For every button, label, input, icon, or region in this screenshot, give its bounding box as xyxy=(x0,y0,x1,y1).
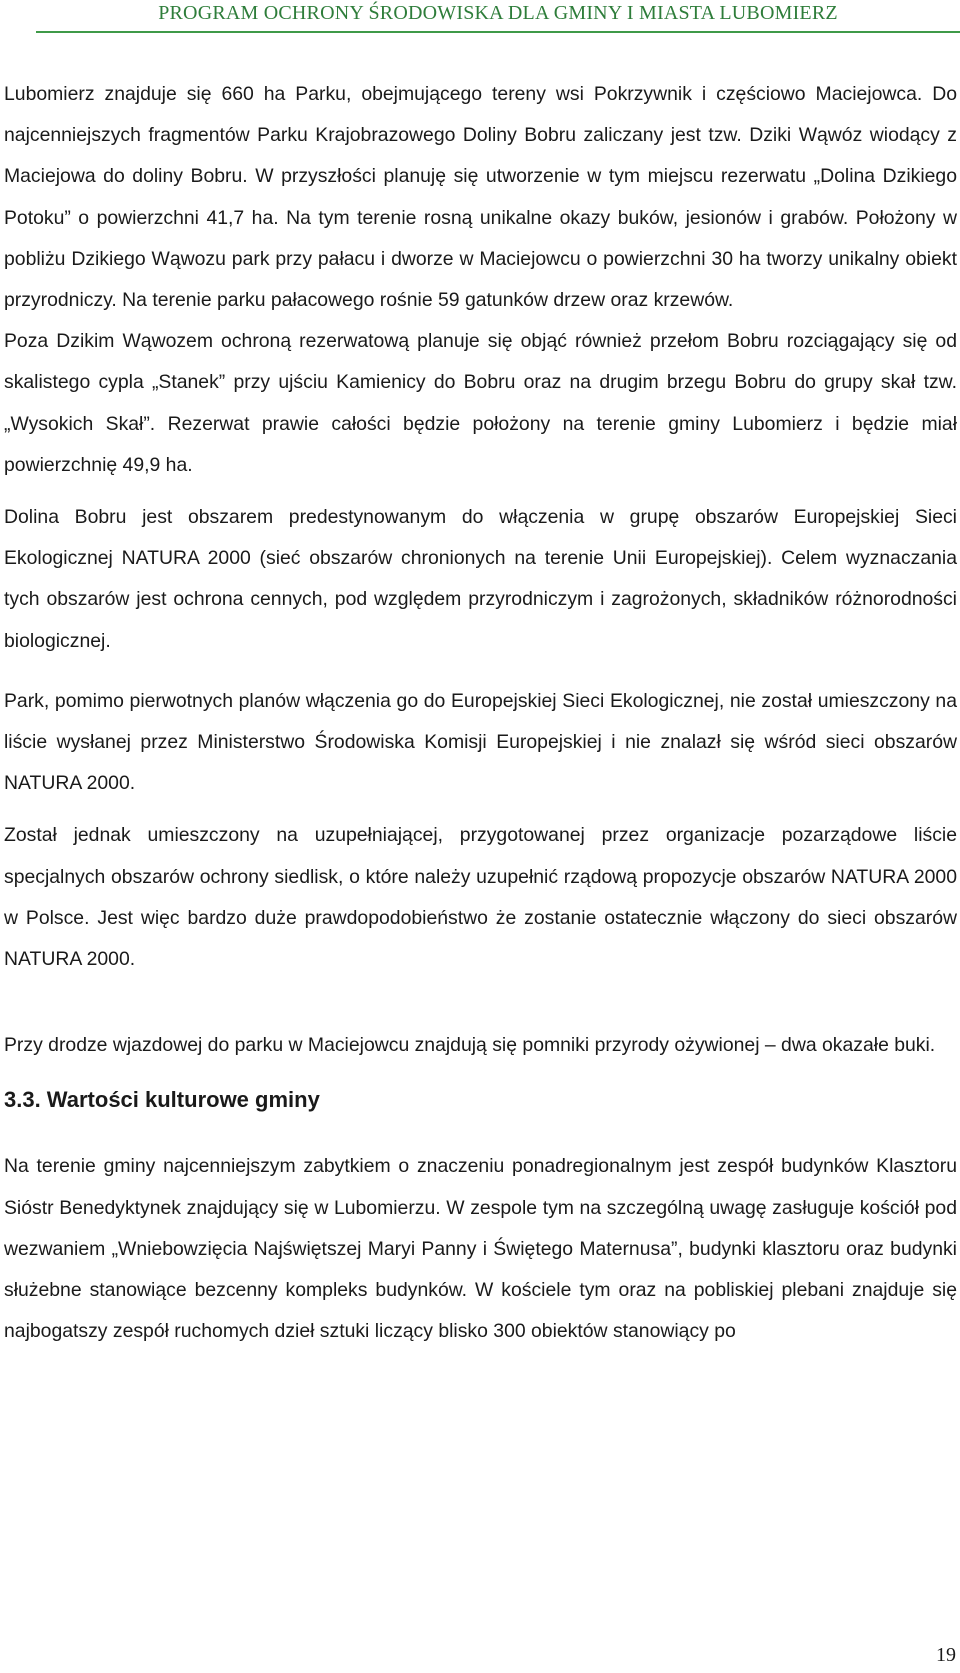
paragraph-nature-monuments: Przy drodze wjazdowej do parku w Maciejowcu znajdują się pomniki przyrody ożywionej – dwa okazałe buki. xyxy=(4,1034,936,1057)
header-divider xyxy=(36,31,960,33)
document-title: PROGRAM OCHRONY ŚRODOWISKA DLA GMINY I MIASTA LUBOMIERZ xyxy=(158,2,838,24)
page-header xyxy=(0,0,960,34)
section-heading-cultural-values: 3.3. Wartości kulturowe gminy xyxy=(4,1087,320,1113)
document-body xyxy=(4,74,957,1352)
paragraph-natura-2000: Dolina Bobru jest obszarem predestynowanym do włączenia w grupę obszarów Europejskiej Sieci Ekologicznej NATURA 2000 (sieć obszarów chronionych na terenie Unii Europejskiej). Celem wyznaczania tych obszarów jest ochrona cennych, pod względem przyrodniczym i zagrożonych, składników różnorodności biologicznej. xyxy=(4,506,957,652)
paragraph-shadow-list: Został jednak umieszczony na uzupełniającej, przygotowanej przez organizacje pozarządowe liście specjalnych obszarów ochrony siedlisk, o które należy uzupełnić rządową propozycje obszarów NATURA 2000 w Polsce. Jest więc bardzo duże prawdopodobieństwo że zostanie ostatecznie włączony do sieci obszarów NATURA 2000. xyxy=(4,824,957,971)
paragraph-cultural-heritage: Na terenie gminy najcenniejszym zabytkiem o znaczeniu ponadregionalnym jest zespół budynków Klasztoru Sióstr Benedyktynek znajdujący się w Lubomierzu. W zespole tym na szczególną uwagę zasługuje kościół pod wezwaniem „Wniebowzięcia Najświętszej Maryi Panny i Świętego Maternusa”, budynki klasztoru oraz budynki służebne stanowiące bezcenny kompleks budynków. W kościele tym oraz na pobliskiej plebani znajduje się najbogatszy zespół ruchomych dzieł sztuki liczący blisko 300 obiektów stanowiący po xyxy=(4,1155,957,1343)
paragraph-park-overview: Lubomierz znajduje się 660 ha Parku, obejmującego tereny wsi Pokrzywnik i częściowo Maciejowca. Do najcenniejszych fragmentów Parku Krajobrazowego Doliny Bobru zaliczany jest tzw. Dziki Wąwóz wiodący z Maciejowa do doliny Bobru. W przyszłości planuję się utworzenie w tym miejscu rezerwatu „Dolina Dzikiego Potoku” o powierzchni 41,7 ha. Na tym terenie rosną unikalne okazy buków, jesionów i grabów. Położony w pobliżu Dzikiego Wąwozu park przy pałacu i dworze w Maciejowcu o powierzchni 30 ha tworzy unikalny obiekt przyrodniczy. Na terenie parku pałacowego rośnie 59 gatunków drzew oraz krzewów. xyxy=(4,83,957,312)
page-number: 19 xyxy=(936,1644,956,1666)
paragraph-reserve-plan: Poza Dzikim Wąwozem ochroną rezerwatową planuje się objąć również przełom Bobru rozciągający się od skalistego cypla „Stanek” przy ujściu Kamienicy do Bobru oraz na drugim brzegu Bobru do grupy skał tzw. „Wysokich Skał”. Rezerwat prawie całości będzie położony na terenie gminy Lubomierz i będzie miał powierzchnię 49,9 ha. xyxy=(4,330,957,476)
paragraph-park-not-listed: Park, pomimo pierwotnych planów włączenia go do Europejskiej Sieci Ekologicznej, nie został umieszczony na liście wysłanej przez Ministerstwo Środowiska Komisji Europejskiej i nie znalazł się wśród sieci obszarów NATURA 2000. xyxy=(4,689,957,795)
